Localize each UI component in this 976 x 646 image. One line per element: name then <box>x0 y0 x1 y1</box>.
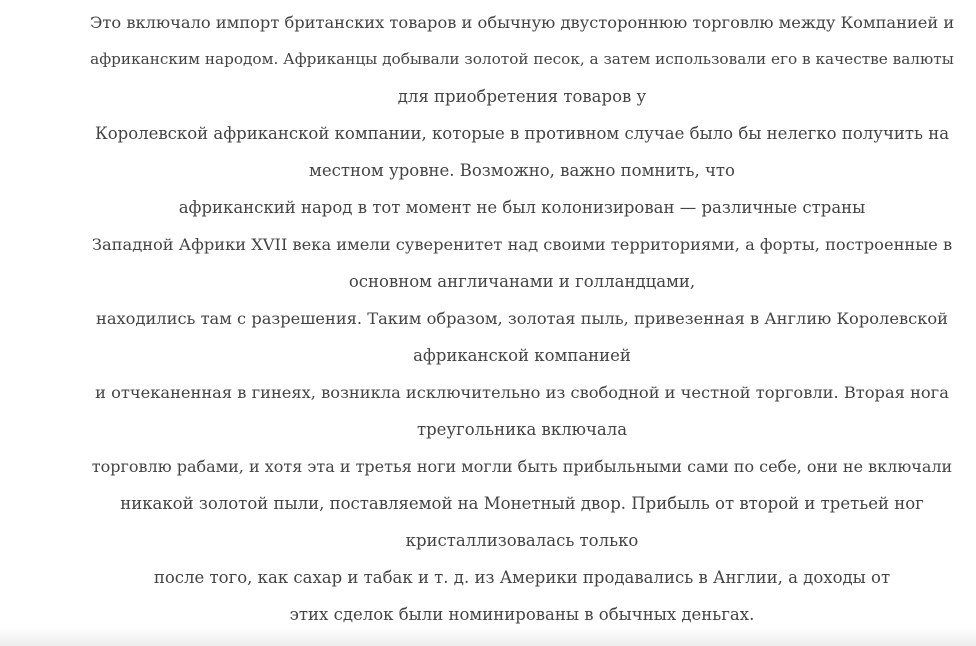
text-line: никакой золотой пыли, поставляемой на Монетный двор. Прибыль от второй и третьей ног <box>120 494 924 513</box>
text-line: торговлю рабами, и хотя эта и третья ноги могли быть прибыльными сами по себе, они не включали <box>91 457 953 476</box>
text-line: после того, как сахар и табак и т. д. из Америки продавались в Англии, а доходы от <box>153 568 891 587</box>
text-line: находились там с разрешения. Таким образом, золотая пыль, привезенная в Англию Королевской <box>96 309 948 328</box>
text-line: Королевской африканской компании, которые в противном случае было бы нелегко получить на <box>94 124 950 143</box>
text-line: основном англичанами и голландцами, <box>348 272 696 291</box>
article-body <box>90 4 954 633</box>
text-line: кристаллизовалась только <box>405 531 639 550</box>
text-line: Западной Африки XVII века имели суверенитет над своими территориями, а форты, построенные в <box>91 235 953 254</box>
text-line: африканский народ в тот момент не был колонизирован — различные страны <box>178 198 866 217</box>
page-bottom-shadow <box>0 628 976 646</box>
text-line: африканским народом. Африканцы добывали золотой песок, а затем использовали его в качестве валюты <box>90 50 954 68</box>
text-line: и отчеканенная в гинеях, возникла исключительно из свободной и честной торговли. Вторая нога <box>95 383 949 402</box>
text-line: африканской компанией <box>413 346 631 365</box>
text-line: этих сделок были номинированы в обычных деньгах. <box>289 605 755 624</box>
text-line: треугольника включала <box>416 420 628 439</box>
text-line: для приобретения товаров у <box>397 87 647 106</box>
text-line: Это включало импорт британских товаров и обычную двустороннюю торговлю между Компанией и <box>90 13 955 32</box>
text-line: местном уровне. Возможно, важно помнить, что <box>309 161 735 180</box>
